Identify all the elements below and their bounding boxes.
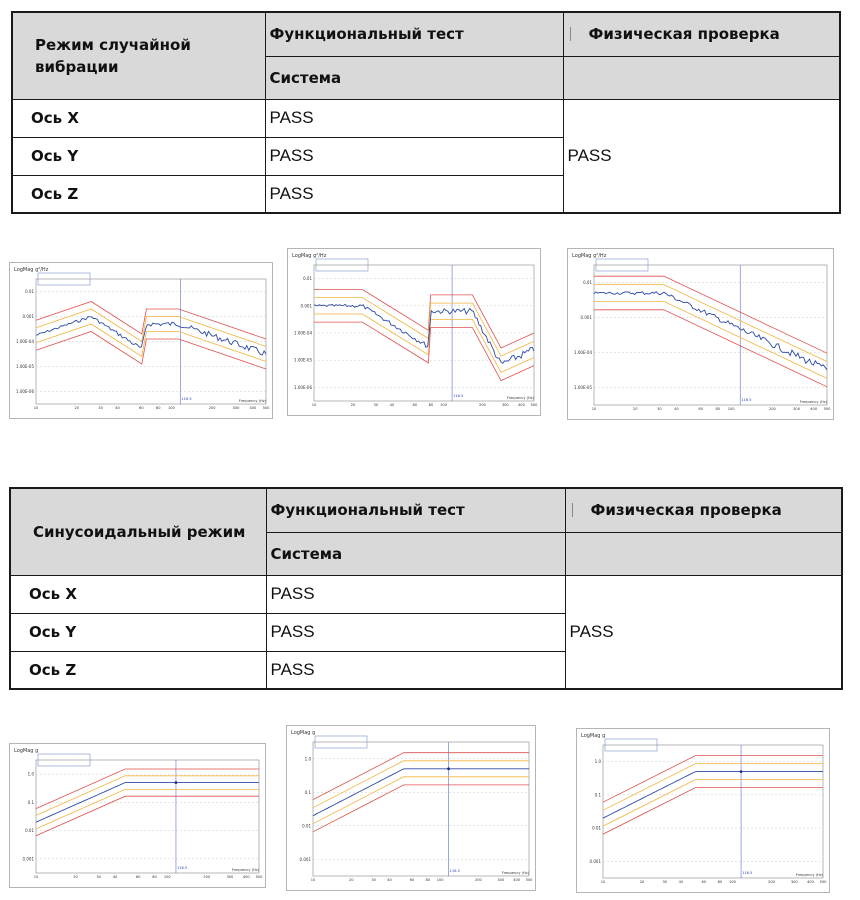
psd-plot-x-svg bbox=[10, 263, 272, 418]
sine-table bbox=[9, 487, 843, 690]
y-tick-label: 0.1 bbox=[594, 792, 601, 798]
measured-line bbox=[594, 292, 827, 370]
limit-line bbox=[603, 764, 823, 811]
axis-result: PASS bbox=[266, 651, 565, 689]
y-tick-label: 1.00E-06 bbox=[294, 384, 312, 390]
plot-frame bbox=[594, 265, 827, 405]
limit-line bbox=[313, 785, 529, 832]
physical-check-header: Физическая проверка bbox=[588, 25, 780, 44]
cursor-point bbox=[740, 770, 743, 773]
cursor-readout: 116.5 bbox=[453, 394, 464, 398]
y-tick-label: 0.1 bbox=[304, 789, 311, 795]
psd-plot-y bbox=[287, 248, 541, 416]
axis-result: PASS bbox=[266, 575, 565, 613]
system-header: Система bbox=[265, 56, 563, 99]
x-tick-label: 80 bbox=[155, 406, 161, 410]
x-tick-label: 60 bbox=[409, 878, 415, 882]
x-tick-label: 500 bbox=[262, 406, 270, 410]
x-tick-label: 60 bbox=[135, 875, 141, 879]
x-tick-label: 10 bbox=[600, 880, 606, 884]
x-tick-label: 10 bbox=[591, 407, 597, 411]
y-tick-label: 0.01 bbox=[302, 823, 311, 829]
x-tick-label: 30 bbox=[662, 880, 668, 884]
y-tick-label: 1.00E-05 bbox=[16, 364, 34, 369]
axis-label: Ось Z bbox=[12, 175, 265, 213]
sine-plot-x-svg bbox=[10, 744, 265, 887]
x-tick-label: 100 bbox=[727, 407, 735, 411]
cursor-readout: 116.5 bbox=[176, 866, 188, 870]
limit-line bbox=[36, 332, 266, 370]
psd-plot-x bbox=[9, 262, 273, 419]
x-tick-label: 80 bbox=[152, 875, 157, 879]
x-tick-label: 10 bbox=[33, 875, 39, 879]
y-tick-label: 0.1 bbox=[27, 799, 34, 805]
random-mode-label: Режим случайной вибрации bbox=[12, 12, 265, 99]
x-axis-label: Frequency (Hz) bbox=[506, 396, 534, 400]
y-tick-label: 0.001 bbox=[22, 856, 34, 862]
sine-plot-z-svg bbox=[577, 729, 829, 892]
physical-check-header: Физическая проверка bbox=[590, 501, 782, 520]
x-tick-label: 20 bbox=[348, 878, 354, 882]
x-tick-label: 10 bbox=[310, 878, 316, 882]
y-tick-label: 1.0 bbox=[304, 756, 311, 762]
limit-line bbox=[603, 756, 823, 803]
x-tick-label: 30 bbox=[657, 407, 662, 411]
x-tick-label: 300 bbox=[232, 406, 240, 410]
plot-title: LogMag g²/Hz bbox=[292, 253, 327, 259]
measured-line bbox=[314, 304, 534, 363]
physical-check-header-cell bbox=[563, 12, 840, 56]
plot-frame bbox=[36, 279, 266, 404]
cursor-point bbox=[447, 767, 450, 770]
x-tick-label: 400 bbox=[807, 880, 814, 884]
limit-line bbox=[36, 769, 259, 809]
x-tick-label: 30 bbox=[98, 406, 103, 410]
x-tick-label: 500 bbox=[525, 878, 533, 882]
y-tick-label: 0.001 bbox=[580, 315, 592, 320]
limit-line bbox=[36, 776, 259, 816]
x-tick-label: 80 bbox=[428, 403, 434, 407]
x-axis-label: Frequency (Hz) bbox=[799, 400, 827, 404]
x-tick-label: 60 bbox=[698, 407, 704, 411]
x-tick-label: 10 bbox=[311, 403, 317, 407]
x-tick-label: 200 bbox=[208, 406, 216, 410]
y-tick-label: 0.01 bbox=[25, 289, 34, 294]
y-tick-label: 1.0 bbox=[27, 771, 34, 777]
cursor-readout: 116.5 bbox=[181, 397, 192, 401]
plot-title: LogMag g bbox=[291, 730, 316, 736]
limit-line bbox=[594, 301, 827, 378]
sine-plot-z bbox=[576, 728, 830, 893]
x-tick-label: 300 bbox=[501, 403, 509, 407]
x-tick-label: 100 bbox=[167, 406, 175, 410]
random-vibration-table bbox=[11, 11, 841, 214]
x-tick-label: 40 bbox=[674, 407, 679, 411]
x-tick-label: 80 bbox=[717, 880, 723, 884]
x-tick-label: 40 bbox=[678, 880, 684, 884]
x-tick-label: 60 bbox=[139, 406, 144, 410]
x-tick-label: 100 bbox=[729, 880, 736, 884]
sine-plot-y-svg bbox=[287, 726, 535, 890]
x-axis-label: Frequency (Hz) bbox=[231, 868, 259, 872]
limit-line bbox=[594, 310, 827, 387]
x-tick-label: 300 bbox=[790, 880, 798, 884]
cursor-readout: 116.5 bbox=[742, 871, 753, 875]
x-tick-label: 40 bbox=[112, 875, 118, 879]
empty-header-cell bbox=[563, 56, 840, 99]
x-tick-label: 100 bbox=[163, 875, 171, 879]
x-tick-label: 200 bbox=[768, 407, 776, 411]
x-tick-label: 20 bbox=[74, 406, 80, 410]
x-tick-label: 10 bbox=[33, 406, 39, 410]
axis-label: Ось Y bbox=[10, 613, 266, 651]
x-tick-label: 20 bbox=[639, 880, 645, 884]
x-tick-label: 200 bbox=[203, 875, 211, 879]
x-axis-label: Frequency (Hz) bbox=[501, 871, 529, 875]
x-tick-label: 80 bbox=[715, 407, 721, 411]
x-tick-label: 500 bbox=[823, 407, 831, 411]
axis-result: PASS bbox=[265, 175, 563, 213]
plot-frame bbox=[603, 745, 823, 878]
sine-plot-y bbox=[286, 725, 536, 891]
physical-result: PASS bbox=[563, 99, 840, 213]
x-axis-label: Frequency (Hz) bbox=[238, 399, 266, 403]
axis-label: Ось Y bbox=[12, 137, 265, 175]
plot-title: LogMag g bbox=[14, 748, 39, 754]
x-tick-label: 500 bbox=[255, 875, 263, 879]
axis-label: Ось X bbox=[10, 575, 266, 613]
limit-line bbox=[603, 780, 823, 827]
plot-title: LogMag g²/Hz bbox=[14, 267, 49, 273]
limit-line bbox=[36, 302, 266, 340]
x-tick-label: 300 bbox=[497, 878, 505, 882]
axis-result: PASS bbox=[266, 613, 565, 651]
sine-mode-label: Синусоидальный режим bbox=[10, 488, 266, 575]
functional-test-header: Функциональный тест bbox=[265, 12, 563, 56]
x-tick-label: 200 bbox=[479, 403, 486, 407]
limit-line bbox=[314, 290, 534, 349]
plot-frame bbox=[313, 742, 529, 876]
limit-line bbox=[313, 761, 529, 808]
axis-label: Ось Z bbox=[10, 651, 266, 689]
y-tick-label: 0.01 bbox=[25, 828, 34, 834]
x-tick-label: 30 bbox=[96, 875, 101, 879]
cursor-point bbox=[175, 781, 178, 784]
limit-line bbox=[313, 777, 529, 824]
limit-line bbox=[36, 309, 266, 347]
divider-mark bbox=[572, 503, 573, 517]
divider-mark bbox=[570, 27, 571, 41]
plot-title: LogMag g bbox=[581, 733, 606, 739]
y-tick-label: 1.00E-05 bbox=[574, 385, 592, 390]
x-axis-label: Frequency (Hz) bbox=[795, 873, 823, 877]
y-tick-label: 0.001 bbox=[22, 314, 34, 319]
functional-test-header: Функциональный тест bbox=[266, 488, 565, 532]
y-tick-label: 1.00E-04 bbox=[16, 339, 34, 344]
x-tick-label: 200 bbox=[768, 880, 775, 884]
y-tick-label: 1.00E-06 bbox=[16, 389, 34, 394]
x-tick-label: 400 bbox=[242, 875, 250, 879]
y-tick-label: 0.001 bbox=[300, 303, 312, 309]
x-tick-label: 100 bbox=[436, 878, 444, 882]
x-tick-label: 40 bbox=[115, 406, 120, 410]
physical-result: PASS bbox=[565, 575, 842, 689]
x-tick-label: 40 bbox=[389, 403, 395, 407]
cursor-readout: 116.5 bbox=[449, 869, 460, 873]
y-tick-label: 1.00E-04 bbox=[574, 350, 592, 355]
axis-result: PASS bbox=[265, 137, 563, 175]
x-tick-label: 400 bbox=[518, 403, 525, 407]
x-tick-label: 500 bbox=[819, 880, 827, 884]
x-tick-label: 30 bbox=[373, 403, 379, 407]
physical-check-header-cell bbox=[565, 488, 842, 532]
plot-frame bbox=[36, 760, 259, 873]
limit-line bbox=[594, 276, 827, 353]
x-tick-label: 80 bbox=[425, 878, 431, 882]
x-tick-label: 40 bbox=[387, 878, 392, 882]
axis-result: PASS bbox=[265, 99, 563, 137]
plot-title: LogMag g²/Hz bbox=[572, 253, 607, 259]
x-tick-label: 400 bbox=[513, 878, 521, 882]
limit-line bbox=[603, 788, 823, 835]
y-tick-label: 0.01 bbox=[592, 825, 601, 831]
x-tick-label: 400 bbox=[810, 407, 818, 411]
psd-plot-z bbox=[567, 248, 834, 420]
y-tick-label: 1.00E-05 bbox=[294, 357, 312, 363]
x-tick-label: 60 bbox=[701, 880, 707, 884]
x-tick-label: 20 bbox=[73, 875, 78, 879]
psd-plot-z-svg bbox=[568, 249, 833, 419]
axis-label: Ось X bbox=[12, 99, 265, 137]
x-tick-label: 200 bbox=[474, 878, 482, 882]
x-tick-label: 60 bbox=[412, 403, 418, 407]
x-tick-label: 100 bbox=[440, 403, 447, 407]
limit-line bbox=[36, 324, 266, 362]
x-tick-label: 20 bbox=[350, 403, 356, 407]
x-tick-label: 300 bbox=[793, 407, 801, 411]
psd-plot-y-svg bbox=[288, 249, 540, 415]
y-tick-label: 0.001 bbox=[589, 858, 601, 864]
empty-header-cell bbox=[565, 532, 842, 575]
x-tick-label: 20 bbox=[632, 407, 638, 411]
x-tick-label: 300 bbox=[226, 875, 234, 879]
system-header: Система bbox=[266, 532, 565, 575]
y-tick-label: 1.00E-04 bbox=[294, 330, 312, 336]
sine-plot-x bbox=[9, 743, 266, 888]
y-tick-label: 0.01 bbox=[303, 276, 312, 282]
y-tick-label: 1.0 bbox=[594, 759, 601, 765]
cursor-readout: 116.5 bbox=[741, 398, 752, 402]
x-tick-label: 30 bbox=[371, 878, 376, 882]
limit-line bbox=[313, 753, 529, 800]
y-tick-label: 0.001 bbox=[299, 856, 311, 862]
x-tick-label: 400 bbox=[249, 406, 257, 410]
limit-line bbox=[36, 789, 259, 829]
y-tick-label: 0.01 bbox=[583, 280, 592, 285]
x-tick-label: 500 bbox=[530, 403, 538, 407]
